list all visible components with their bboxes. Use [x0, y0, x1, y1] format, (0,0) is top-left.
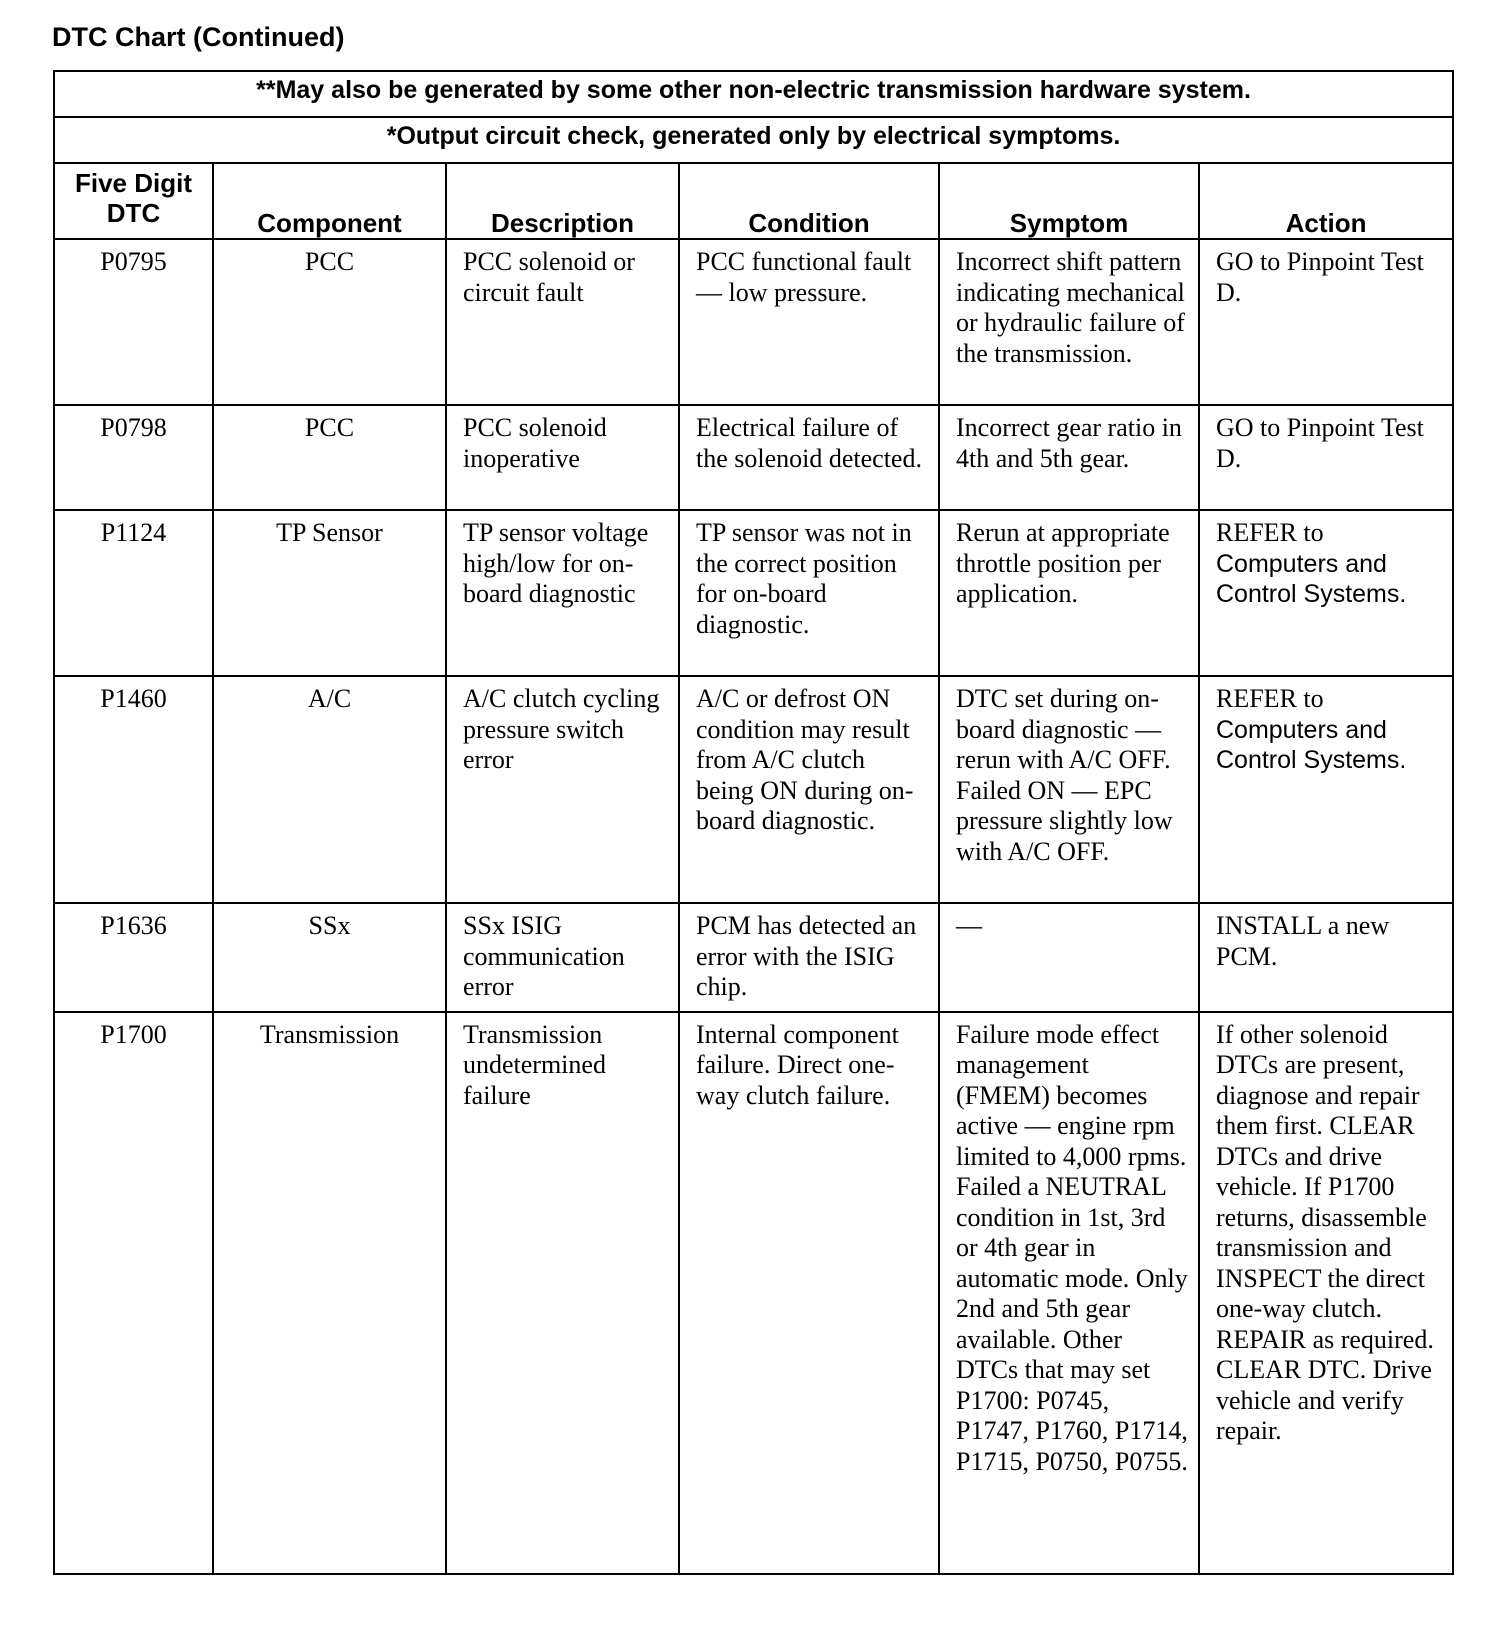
- description: SSx ISIG communication error: [446, 903, 679, 1012]
- header-dtc: [54, 163, 213, 239]
- table-row: [54, 1012, 1453, 1574]
- action: [1199, 676, 1453, 903]
- header-component: Component: [213, 163, 446, 239]
- action-reference: Computers and Control Systems.: [1216, 549, 1407, 608]
- action-prefix: REFER to: [1216, 684, 1324, 713]
- symptom: DTC set during on-board diagnostic — rerun with A/C OFF. Failed ON — EPC pressure slightly low with A/C OFF.: [939, 676, 1199, 903]
- note-hardware-system: **May also be generated by some other non-electric transmission hardware system.: [54, 71, 1453, 117]
- table-row: [54, 676, 1453, 903]
- component: PCC: [213, 239, 446, 405]
- action-prefix: REFER to: [1216, 518, 1324, 547]
- action: GO to Pinpoint Test D.: [1199, 239, 1453, 405]
- note-row-2: [54, 117, 1453, 163]
- table-row: [54, 405, 1453, 510]
- action: If other solenoid DTCs are present, diagnose and repair them first. CLEAR DTCs and drive vehicle. If P1700 returns, disassemble transmission and INSPECT the direct one-way clutch. REPAIR as required. CLEAR DTC. Drive vehicle and verify repair.: [1199, 1012, 1453, 1574]
- page-title: DTC Chart (Continued): [52, 22, 345, 52]
- condition: A/C or defrost ON condition may result from A/C clutch being ON during on-board diagnostic.: [679, 676, 939, 903]
- dtc-code: P0795: [54, 239, 213, 405]
- component: SSx: [213, 903, 446, 1012]
- condition: TP sensor was not in the correct position for on-board diagnostic.: [679, 510, 939, 676]
- condition: PCM has detected an error with the ISIG chip.: [679, 903, 939, 1012]
- dtc-code: P1124: [54, 510, 213, 676]
- description: TP sensor voltage high/low for on-board diagnostic: [446, 510, 679, 676]
- table-row: [54, 239, 1453, 405]
- header-dtc-line2: DTC: [106, 198, 161, 228]
- description: PCC solenoid or circuit fault: [446, 239, 679, 405]
- dtc-code: P1700: [54, 1012, 213, 1574]
- header-row: [54, 163, 1453, 239]
- header-dtc-line1: Five Digit: [74, 168, 192, 198]
- component: A/C: [213, 676, 446, 903]
- header-symptom: Symptom: [939, 163, 1199, 239]
- header-description: Description: [446, 163, 679, 239]
- component: TP Sensor: [213, 510, 446, 676]
- note-output-circuit-check: *Output circuit check, generated only by electrical symptoms.: [54, 117, 1453, 163]
- note-row-1: [54, 71, 1453, 117]
- description: A/C clutch cycling pressure switch error: [446, 676, 679, 903]
- action: GO to Pinpoint Test D.: [1199, 405, 1453, 510]
- component: PCC: [213, 405, 446, 510]
- action: INSTALL a new PCM.: [1199, 903, 1453, 1012]
- condition: Internal component failure. Direct one-way clutch failure.: [679, 1012, 939, 1574]
- symptom: Failure mode effect management (FMEM) becomes active — engine rpm limited to 4,000 rpms. Failed a NEUTRAL condition in 1st, 3rd or 4th gear in automatic mode. Only 2nd and 5th gear available. Other DTCs that may set P1700: P0745, P1747, P1760, P1714, P1715, P0750, P0755.: [939, 1012, 1199, 1574]
- table-row: [54, 903, 1453, 1012]
- header-condition: Condition: [679, 163, 939, 239]
- action: [1199, 510, 1453, 676]
- symptom: Incorrect gear ratio in 4th and 5th gear.: [939, 405, 1199, 510]
- component: Transmission: [213, 1012, 446, 1574]
- dtc-code: P0798: [54, 405, 213, 510]
- description: PCC solenoid inoperative: [446, 405, 679, 510]
- condition: PCC functional fault — low pressure.: [679, 239, 939, 405]
- symptom: Incorrect shift pattern indicating mechanical or hydraulic failure of the transmission.: [939, 239, 1199, 405]
- dtc-chart-table: [53, 70, 1454, 1575]
- description: Transmission undetermined failure: [446, 1012, 679, 1574]
- action-reference: Computers and Control Systems.: [1216, 715, 1407, 774]
- header-action: Action: [1199, 163, 1453, 239]
- condition: Electrical failure of the solenoid detected.: [679, 405, 939, 510]
- dtc-code: P1636: [54, 903, 213, 1012]
- dtc-code: P1460: [54, 676, 213, 903]
- table-row: [54, 510, 1453, 676]
- symptom: Rerun at appropriate throttle position per application.: [939, 510, 1199, 676]
- symptom: —: [939, 903, 1199, 1012]
